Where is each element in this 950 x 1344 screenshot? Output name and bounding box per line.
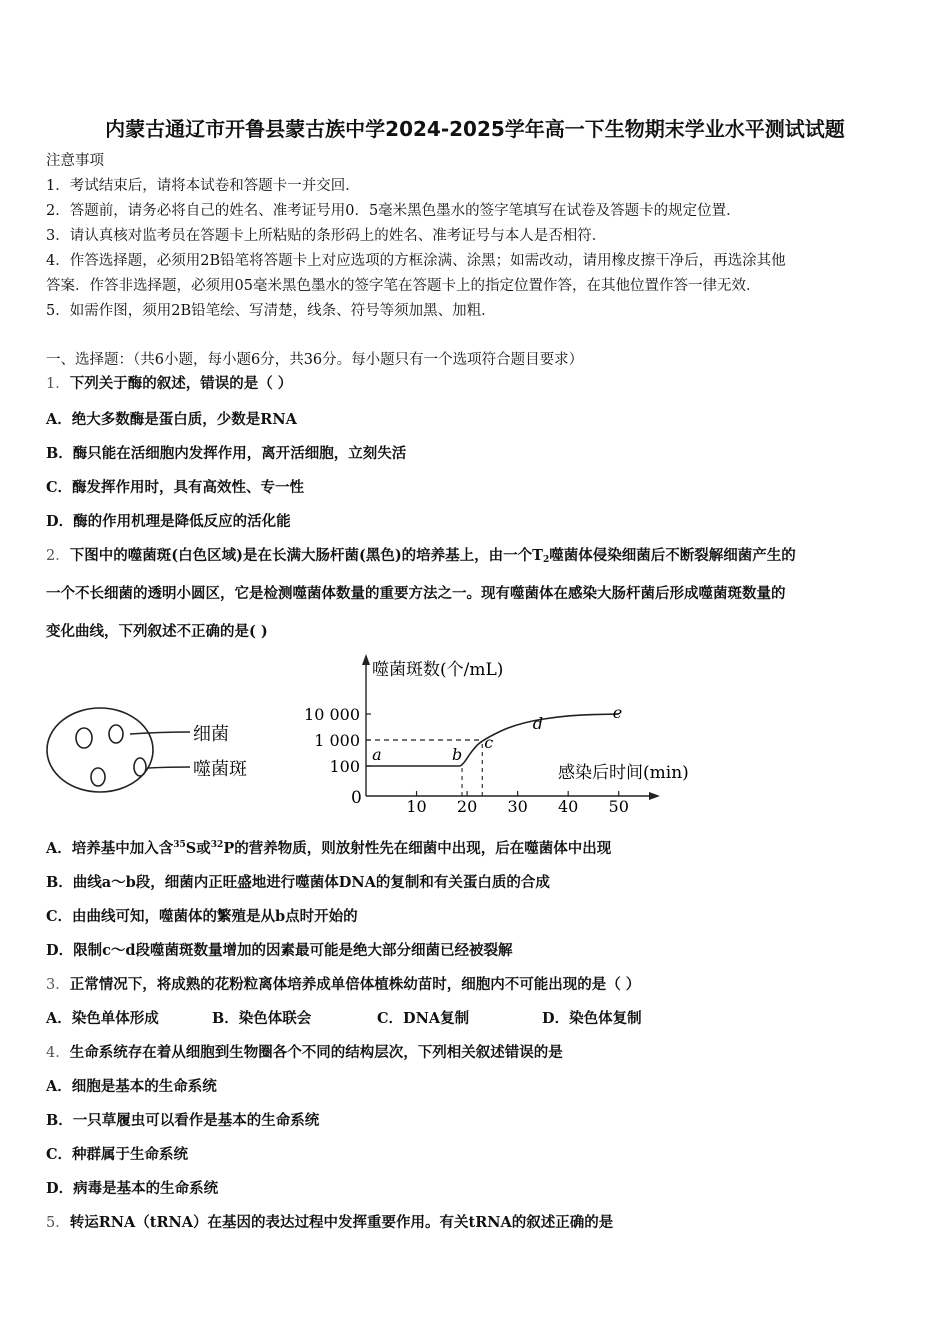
question-stem: 生命系统存在着从细胞到生物圈各个不同的结构层次，下列相关叙述错误的是 bbox=[69, 1044, 563, 1061]
y-axis-arrow bbox=[362, 654, 370, 665]
option-text: 种群属于生命系统 bbox=[72, 1146, 189, 1163]
option-b[interactable] bbox=[212, 1009, 311, 1029]
question-1 bbox=[46, 374, 292, 394]
option-d[interactable] bbox=[46, 1179, 218, 1199]
question-number: 2． bbox=[46, 548, 70, 564]
petri-dish bbox=[47, 708, 247, 792]
dish-outline bbox=[47, 708, 153, 792]
superscript: 32 bbox=[210, 840, 224, 850]
option-label: B． bbox=[46, 1112, 73, 1129]
colony bbox=[91, 768, 105, 786]
question-2-line-3: 变化曲线，下列叙述不正确的是( ) bbox=[46, 623, 268, 640]
option-label: A． bbox=[46, 1010, 72, 1027]
option-label: A． bbox=[46, 411, 72, 428]
question-4 bbox=[46, 1043, 563, 1063]
x-tick-label: 50 bbox=[608, 797, 629, 816]
option-text: 酶只能在活细胞内发挥作用，离开活细胞，立刻失活 bbox=[72, 445, 407, 462]
question-number: 5． bbox=[46, 1215, 70, 1231]
option-a[interactable] bbox=[46, 1077, 217, 1097]
option-d[interactable] bbox=[46, 512, 291, 532]
subscript: 2 bbox=[542, 555, 550, 565]
y-tick-label: 10 000 bbox=[304, 705, 360, 724]
point-label-e: e bbox=[612, 703, 623, 722]
option-text: DNA复制 bbox=[403, 1010, 470, 1027]
x-tick-label: 40 bbox=[558, 797, 579, 816]
plaque-chart bbox=[304, 654, 689, 816]
option-c[interactable] bbox=[46, 907, 358, 927]
question-number: 3． bbox=[46, 977, 70, 993]
question-2-line-2: 一个不长细菌的透明小圆区，它是检测噬菌体数量的重要方法之一。现有噬菌体在感染大肠杆菌后形成噬菌斑数量的 bbox=[46, 585, 786, 602]
y-tick-label: 1 000 bbox=[314, 731, 360, 750]
option-label: A． bbox=[46, 1078, 72, 1095]
option-label: D． bbox=[542, 1010, 570, 1027]
page-title: 内蒙古通辽市开鲁县蒙古族中学2024-2025学年高一下生物期末学业水平测试试题 bbox=[105, 117, 845, 141]
option-a[interactable] bbox=[46, 839, 611, 859]
question-stem: 噬菌体侵染细菌后不断裂解细菌产生的 bbox=[549, 547, 796, 564]
option-label: C． bbox=[46, 1146, 73, 1163]
section-heading: 一、选择题：（共6小题，每小题6分，共36分。每小题只有一个选项符合题目要求） bbox=[46, 352, 584, 368]
notice-item: 4．作答选择题，必须用2B铅笔将答题卡上对应选项的方框涂满、涂黑；如需改动，请用橡皮擦干净后，再选涂其他 bbox=[46, 253, 786, 269]
point-label-c: c bbox=[484, 733, 494, 752]
option-a[interactable] bbox=[46, 410, 297, 430]
question-2 bbox=[46, 546, 796, 566]
point-label-a: a bbox=[372, 745, 382, 764]
notice-heading: 注意事项 bbox=[46, 153, 104, 169]
option-b[interactable] bbox=[46, 444, 406, 464]
colony bbox=[134, 758, 146, 776]
question-stem: 下列关于酶的叙述，错误的是（ ） bbox=[69, 375, 293, 392]
option-text: 由曲线可知，噬菌体的繁殖是从b点时开始的 bbox=[72, 908, 358, 925]
figure bbox=[40, 650, 720, 820]
superscript: 35 bbox=[173, 840, 186, 850]
option-label: C． bbox=[46, 908, 73, 925]
option-text: 曲线a～b段，细菌内正旺盛地进行噬菌体DNA的复制和有关蛋白质的合成 bbox=[72, 874, 550, 891]
origin-label: 0 bbox=[351, 788, 362, 808]
option-label: C． bbox=[46, 479, 73, 496]
pointer-line bbox=[130, 732, 190, 734]
option-text: 病毒是基本的生命系统 bbox=[73, 1180, 219, 1197]
option-text: 细胞是基本的生命系统 bbox=[71, 1078, 217, 1095]
option-b[interactable] bbox=[46, 873, 550, 893]
question-number: 1． bbox=[46, 376, 70, 392]
question-5 bbox=[46, 1213, 613, 1233]
option-label: C． bbox=[377, 1010, 404, 1027]
option-label: A． bbox=[46, 840, 72, 857]
x-tick-label: 20 bbox=[456, 797, 478, 816]
option-label: D． bbox=[46, 1180, 74, 1197]
option-text: 染色体复制 bbox=[569, 1010, 642, 1027]
option-d[interactable] bbox=[542, 1009, 642, 1029]
option-label: D． bbox=[46, 513, 74, 530]
x-tick-label: 10 bbox=[406, 797, 427, 816]
notice-item: 3．请认真核对监考员在答题卡上所粘贴的条形码上的姓名、准考证号与本人是否相符． bbox=[46, 228, 607, 244]
y-axis-label: 噬菌斑数(个/mL) bbox=[372, 660, 504, 680]
option-label: B． bbox=[46, 445, 73, 462]
option-label: B． bbox=[46, 874, 73, 891]
option-d[interactable] bbox=[46, 941, 513, 961]
dish-label-bacteria: 细菌 bbox=[193, 724, 229, 745]
x-axis-arrow bbox=[649, 792, 660, 800]
y-tick-label: 100 bbox=[329, 757, 360, 776]
option-text: 染色体联会 bbox=[238, 1010, 312, 1027]
colony bbox=[109, 725, 123, 743]
option-text: 酶的作用机理是降低反应的活化能 bbox=[73, 513, 291, 530]
option-text: 酶发挥作用时，具有高效性、专一性 bbox=[72, 479, 305, 496]
point-label-b: b bbox=[452, 745, 463, 764]
option-a[interactable] bbox=[46, 1009, 159, 1029]
colony bbox=[76, 728, 92, 748]
option-c[interactable] bbox=[377, 1009, 469, 1029]
option-b[interactable] bbox=[46, 1111, 319, 1131]
question-number: 4． bbox=[46, 1045, 70, 1061]
x-tick-label: 30 bbox=[507, 797, 528, 816]
notice-item: 1．考试结束后，请将本试卷和答题卡一并交回． bbox=[46, 178, 360, 194]
option-text: 限制c～d段噬菌斑数量增加的因素最可能是绝大部分细菌已经被裂解 bbox=[73, 942, 513, 959]
option-text: 培养基中加入含 bbox=[71, 840, 174, 857]
notice-item: 2．答题前，请务必将自己的姓名、准考证号用0．5毫米黑色墨水的签字笔填写在试卷及答题卡的规定位置． bbox=[46, 203, 741, 219]
option-label: D． bbox=[46, 942, 74, 959]
option-text: S或 bbox=[185, 840, 211, 857]
question-stem: 转运RNA（tRNA）在基因的表达过程中发挥重要作用。有关tRNA的叙述正确的是 bbox=[69, 1214, 614, 1231]
option-text: P的营养物质，则放射性先在细菌中出现，后在噬菌体中出现 bbox=[223, 840, 612, 857]
point-label-d: d bbox=[532, 713, 544, 733]
notice-item: 5．如需作图，须用2B铅笔绘、写清楚，线条、符号等须加黑、加粗． bbox=[46, 303, 496, 319]
option-label: B． bbox=[212, 1010, 239, 1027]
pointer-line bbox=[148, 767, 190, 768]
notice-item: 答案．作答非选择题，必须用05毫米黑色墨水的签字笔在答题卡上的指定位置作答，在其他位置作答一律无效． bbox=[46, 278, 761, 294]
option-c[interactable] bbox=[46, 1145, 188, 1165]
question-stem: 下图中的噬菌斑(白色区域)是在长满大肠杆菌(黑色)的培养基上，由一个T bbox=[69, 547, 543, 564]
x-axis-label: 感染后时间(min) bbox=[558, 763, 689, 783]
option-text: 染色单体形成 bbox=[71, 1010, 159, 1027]
option-text: 一只草履虫可以看作是基本的生命系统 bbox=[72, 1112, 320, 1129]
option-text: 绝大多数酶是蛋白质，少数是RNA bbox=[71, 411, 297, 428]
question-3 bbox=[46, 975, 640, 995]
dish-label-plaque: 噬菌斑 bbox=[193, 759, 247, 780]
option-c[interactable] bbox=[46, 478, 304, 498]
question-stem: 正常情况下，将成熟的花粉粒离体培养成单倍体植株幼苗时，细胞内不可能出现的是（ ） bbox=[69, 976, 641, 993]
